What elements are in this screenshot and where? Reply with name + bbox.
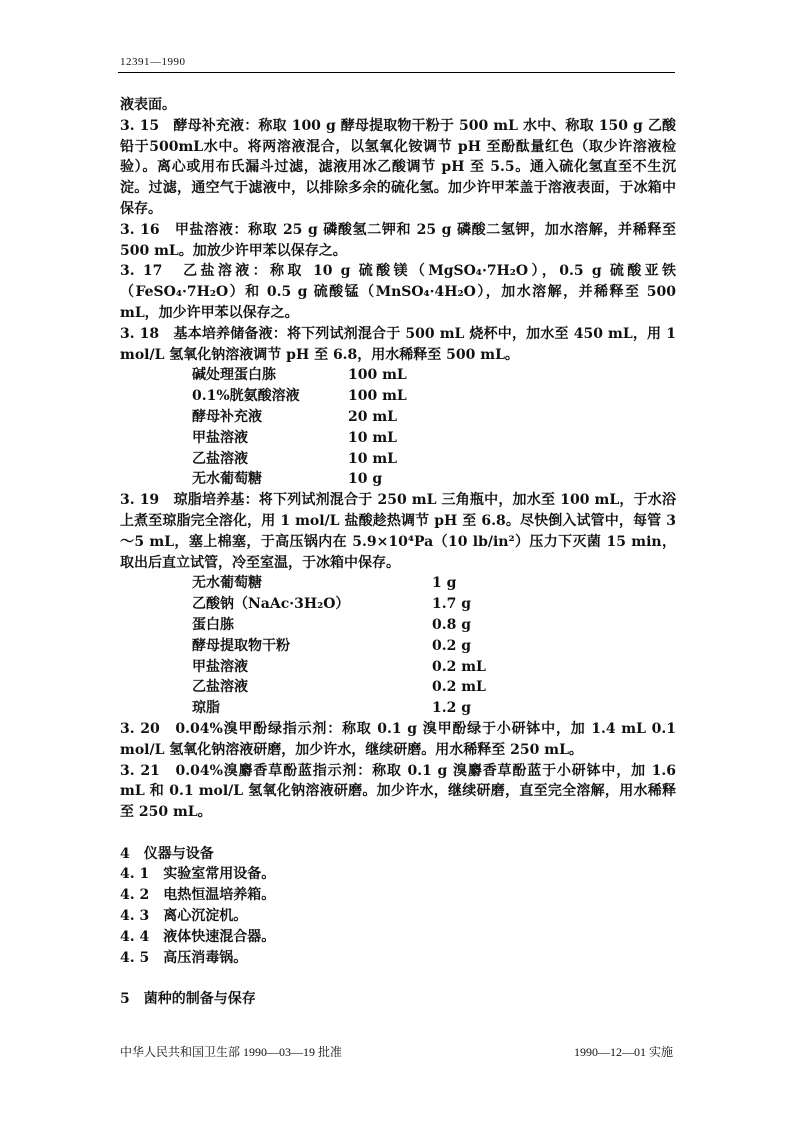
paragraph-3-15: 3. 15 酵母补充液：称取 100 g 酵母提取物干粉于 500 mL 水中、称取 150 g 乙酸铅于500mL水中。将两溶液混合，以氢氧化铵调节 pH 至酚酞量红色（取少许溶液检验）。离心或用布氏漏斗过滤，滤液用冰乙酸调节 pH 至 5.5。通入硫化氢直至不生沉淀。过滤，通空气于滤液中，以排除多余的硫化氢。加少许甲苯盖于溶液表面，于冰箱中保存。: [120, 117, 676, 217]
paragraph-3-21: 3. 21 0.04%溴麝香草酚蓝指示剂：称取 0.1 g 溴麝香草酚蓝于小研钵中，加 1.6 mL 和 0.1 mol/L 氢氧化钠溶液研磨。加少许水，继续研磨，直至完全溶解，用水稀释至 250 mL。: [120, 762, 676, 821]
reagent-name: 乙盐溶液: [192, 679, 248, 696]
paragraph-3-19: 3. 19 琼脂培养基：将下列试剂混合于 250 mL 三角瓶中，加水至 100 mL，于水浴上煮至琼脂完全溶化，用 1 mol/L 盐酸趁热调节 pH 至 6.8。尽快倒入试管中，每管 3～5 mL，塞上棉塞，于高压锅内在 5.9×10⁴Pa（10 lb/in²）压力下灭菌 15 min，取出后直立试管，冷至室温，于冰箱中保存。: [120, 492, 676, 571]
reagent-name: 无水葡萄糖: [192, 575, 262, 592]
table-row: [120, 449, 676, 470]
table-row: [120, 594, 676, 615]
section-5-title: 5 菌种的制备与保存: [120, 991, 256, 1008]
approval-note: 中华人民共和国卫生部 1990—03—19 批准: [120, 1045, 343, 1059]
reagent-name: 酵母提取物干粉: [192, 637, 290, 654]
reagent-name: 乙酸钠（NaAc·3H₂O）: [192, 596, 350, 613]
reagent-amount: 0.2 mL: [432, 658, 486, 675]
table-row: [120, 677, 676, 698]
table-row: [120, 615, 676, 636]
reagent-amount: 1.7 g: [432, 596, 472, 613]
spacer: [120, 968, 676, 989]
paragraph-3-16: 3. 16 甲盐溶液：称取 25 g 磷酸氢二钾和 25 g 磷酸二氢钾，加水溶解，并稀释至 500 mL。加放少许甲苯以保存之。: [120, 221, 676, 259]
reagent-amount: 10 mL: [348, 429, 398, 446]
list-item: 4. 4 液体快速混合器。: [120, 928, 276, 945]
reagent-amount: 10 mL: [348, 450, 398, 467]
reagent-amount: 100 mL: [348, 367, 407, 384]
reagent-name: 甲盐溶液: [192, 658, 248, 675]
reagent-table-1: [120, 365, 676, 490]
reagent-table-2: [120, 573, 676, 719]
implementation-date: 1990—12—01 实施: [573, 1045, 673, 1059]
doc-number: 12391—1990: [120, 56, 186, 68]
paragraph-continuation: 液表面。: [120, 97, 176, 113]
reagent-name: 乙盐溶液: [192, 450, 248, 467]
list-item: 4. 5 高压消毒锅。: [120, 949, 248, 966]
reagent-amount: 0.2 g: [432, 637, 472, 654]
list-item: 4. 2 电热恒温培养箱。: [120, 887, 276, 904]
reagent-name: 无水葡萄糖: [192, 471, 262, 488]
reagent-name: 甲盐溶液: [192, 429, 248, 446]
paragraph-3-18: 3. 18 基本培养储备液：将下列试剂混合于 500 mL 烧杯中，加水至 450 mL，用 1 mol/L 氢氧化钠溶液调节 pH 至 6.8，用水稀释至 500 mL。: [120, 325, 676, 363]
reagent-amount: 1.2 g: [432, 700, 472, 717]
reagent-name: 琼脂: [192, 700, 220, 717]
reagent-amount: 0.8 g: [432, 616, 472, 633]
table-row: [120, 428, 676, 449]
header-rule: [118, 72, 675, 73]
reagent-name: 蛋白胨: [192, 616, 234, 633]
page-body: [120, 95, 676, 1010]
table-row: [120, 386, 676, 407]
reagent-name: 碱处理蛋白胨: [192, 367, 276, 384]
table-row: [120, 469, 676, 490]
reagent-amount: 20 mL: [348, 408, 398, 425]
list-item: 4. 3 离心沉淀机。: [120, 908, 248, 925]
table-row: [120, 657, 676, 678]
table-row: [120, 365, 676, 386]
list-item: 4. 1 实验室常用设备。: [120, 866, 276, 883]
section-4-title: 4 仪器与设备: [120, 845, 214, 862]
table-row: [120, 407, 676, 428]
table-row: [120, 573, 676, 594]
reagent-name: 酵母补充液: [192, 408, 262, 425]
table-row: [120, 636, 676, 657]
spacer: [120, 823, 676, 844]
reagent-amount: 10 g: [348, 471, 383, 488]
paragraph-3-17: 3. 17 乙盐溶液：称取 10 g 硫酸镁（MgSO₄·7H₂O），0.5 g 硫酸亚铁（FeSO₄·7H₂O）和 0.5 g 硫酸锰（MnSO₄·4H₂O），加水溶解，并稀释至 500 mL，加少许甲苯以保存之。: [120, 263, 676, 321]
table-row: [120, 698, 676, 719]
reagent-amount: 1 g: [432, 575, 457, 592]
reagent-name: 0.1%胱氨酸溶液: [192, 388, 300, 405]
paragraph-3-20: 3. 20 0.04%溴甲酚绿指示剂：称取 0.1 g 溴甲酚绿于小研钵中，加 1.4 mL 0.1 mol/L 氢氧化钠溶液研磨，加少许水，继续研磨。用水稀释至 250 mL。: [120, 720, 676, 758]
reagent-amount: 0.2 mL: [432, 679, 486, 696]
reagent-amount: 100 mL: [348, 388, 407, 405]
